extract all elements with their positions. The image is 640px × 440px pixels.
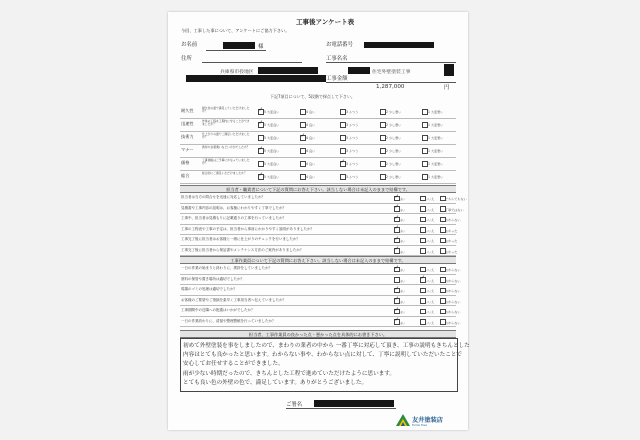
rating-checkbox[interactable]	[340, 135, 346, 141]
rating-checkbox[interactable]	[422, 135, 428, 141]
rating-checkbox[interactable]	[258, 135, 264, 141]
answer-label: はい	[399, 320, 406, 325]
signature-underline	[286, 408, 396, 409]
rating-option-label: 3 ふつう	[346, 149, 359, 153]
answer-label: わからない	[445, 218, 461, 222]
rating-option-label: 5 大変良い	[264, 162, 280, 166]
address-partial: 兵庫県市役地区	[220, 70, 254, 75]
rating-checkbox[interactable]	[422, 148, 428, 154]
rating-category-label: 迅速性	[181, 120, 194, 126]
answer-label: いいえ	[425, 218, 435, 222]
phone-label: お電話番号	[326, 42, 353, 48]
answer-label: はい	[399, 239, 406, 243]
answer-label: はい	[399, 310, 406, 314]
report-section-heading	[180, 185, 456, 193]
rating-instruction: 下記7項目について、5段階で採点して下さい。	[270, 94, 355, 99]
answer-label: なかった	[445, 239, 458, 243]
rating-option-label: 2 少し悪い	[386, 123, 402, 127]
rating-option-label: 2 少し悪い	[386, 149, 402, 153]
answer-label: いいえ	[425, 320, 435, 325]
amount-value: 1,287,000	[376, 84, 405, 90]
rating-category-desc: 工事価格はご予算にかなっていましたか？	[202, 158, 250, 166]
rating-category-desc: 耐久性の面で満足していただけましたか？	[202, 106, 250, 114]
rating-checkbox[interactable]	[258, 122, 264, 128]
rating-option-label: 1 大変悪い	[428, 123, 444, 127]
rating-option-label: 3 ふつう	[346, 175, 359, 179]
name-redaction	[223, 42, 255, 49]
phone-redaction	[364, 42, 434, 48]
rating-checkbox[interactable]	[300, 122, 306, 128]
rating-option-label: 3 ふつう	[346, 136, 359, 140]
rating-checkbox[interactable]	[300, 148, 306, 154]
work-name-underline	[326, 62, 456, 63]
rating-category-label: 価格	[181, 159, 190, 165]
rating-checkbox[interactable]	[340, 148, 346, 154]
rating-option-label: 5 大変良い	[264, 110, 280, 114]
rating-checkbox[interactable]	[300, 135, 306, 141]
answer-label: いいえ	[425, 197, 435, 201]
rating-option-label: 2 少し悪い	[386, 136, 402, 140]
answer-label: いいえ	[425, 289, 435, 293]
answer-label: なかった	[445, 228, 458, 233]
rating-checkbox[interactable]	[258, 148, 264, 154]
work-name-label: 工事名名	[326, 56, 348, 62]
question-row	[180, 285, 461, 296]
work-name-redaction	[348, 67, 370, 74]
company-logo-icon	[396, 414, 410, 426]
rating-checkbox[interactable]	[300, 161, 306, 167]
answer-label: いいえ	[425, 228, 435, 233]
rating-row	[180, 145, 456, 158]
rating-checkbox[interactable]	[422, 122, 428, 128]
answer-label: はい	[399, 289, 406, 293]
question-row	[180, 317, 461, 328]
rating-checkbox[interactable]	[258, 161, 264, 167]
rating-checkbox[interactable]	[422, 161, 428, 167]
answer-label: どちらでもない	[445, 197, 467, 201]
rating-row	[180, 119, 456, 132]
answer-label: いいえ	[425, 249, 435, 254]
name-suffix: 様	[258, 44, 264, 50]
comment-section-heading	[180, 330, 456, 338]
rating-checkbox[interactable]	[258, 174, 264, 180]
comment-line: 初めて外壁塗装を事をしましたので、まわりの業者の中から 一番丁寧に対応して頂き、工事の説明もきちんとした	[183, 343, 470, 349]
rating-checkbox[interactable]	[422, 174, 428, 180]
answer-label: わからない	[445, 268, 461, 272]
rating-option-label: 4 良い	[306, 110, 316, 114]
comment-line: 内容はとても良かったと思います。わからない事や、わからない点に対して、丁寧に説明していただいたことで	[183, 352, 463, 358]
rating-checkbox[interactable]	[300, 174, 306, 180]
work-name-redaction-2	[444, 64, 454, 76]
rating-option-label: 4 良い	[306, 149, 316, 153]
rating-option-label: 2 少し悪い	[386, 175, 402, 179]
answer-label: いいえ	[425, 239, 435, 243]
question-row	[180, 264, 461, 275]
rating-category-label: 耐久性	[181, 107, 194, 113]
rating-option-label: 5 大変良い	[264, 175, 280, 179]
company-name: 友井塗装店	[412, 417, 443, 424]
amount-label: 工事金額	[326, 76, 348, 82]
rating-option-label: 5 大変良い	[264, 136, 280, 140]
rating-checkbox[interactable]	[340, 161, 346, 167]
name-label: お名前	[181, 42, 198, 48]
rating-checkbox[interactable]	[380, 161, 386, 167]
answer-label: わからない	[445, 310, 461, 314]
question-row	[180, 225, 456, 236]
survey-title: 工事後アンケート表	[296, 18, 355, 26]
report-heading-text: 担当者・職責者について下記の質問にお答え下さい。該当しない場合は未記入のままで結構です。	[226, 186, 410, 192]
rating-option-label: 4 良い	[306, 175, 316, 179]
question-label: 工事期間中の近隣への配慮はいかがでしたか？	[181, 308, 255, 312]
question-label: お客様のご要望やご指摘を素早く工事担当者へ伝えていましたか？	[181, 297, 286, 302]
comment-heading-text: 担当者、工事作業員の良かった点・悪かった点を具体的にお書き下さい。	[248, 331, 388, 337]
rating-option-label: 3 ふつう	[346, 123, 359, 127]
answer-label: はい	[399, 299, 406, 304]
rating-category-desc: 仕上がりの面でご満足いただけましたか？	[202, 132, 250, 140]
rating-option-label: 5 大変良い	[264, 149, 280, 153]
question-row	[180, 306, 461, 317]
company-sub: Tomoi Toso	[412, 423, 428, 427]
rating-checkbox[interactable]	[340, 122, 346, 128]
address-redaction-2	[186, 75, 326, 82]
rating-checkbox[interactable]	[258, 109, 264, 115]
rating-option-label: 3 ふつう	[346, 162, 359, 166]
rating-category-label: 総合	[181, 172, 190, 178]
answer-label: わからない	[445, 289, 461, 293]
question-label: 工事完了後に担当者から保証書やメンテナンス方法のご案内がありましたか？	[181, 247, 304, 252]
comment-box[interactable]	[180, 338, 470, 392]
comment-line: とても良い色の外壁の色で、満足しています。ありがとうございました。	[183, 380, 368, 386]
rating-category-label: 技術力	[181, 133, 194, 139]
rating-checkbox[interactable]	[380, 135, 386, 141]
rating-checkbox[interactable]	[380, 109, 386, 115]
address-label: 住所	[181, 56, 192, 62]
rating-category-label: マナー	[181, 146, 194, 152]
rating-checkbox[interactable]	[300, 109, 306, 115]
rating-category-desc: 挨拶や言葉遣いなどいかがでしたか？	[202, 145, 250, 149]
answer-label: はい	[399, 228, 406, 233]
rating-option-label: 4 良い	[306, 136, 316, 140]
name-underline	[206, 50, 266, 51]
rating-row	[180, 171, 456, 184]
amount-unit: 円	[444, 85, 450, 91]
answer-label: いいえ	[425, 207, 435, 212]
answer-label: わからない	[445, 278, 461, 283]
answer-label: 丁寧ではない	[445, 207, 464, 212]
question-label: 塗料の保管や置き場所は適切でしたか？	[181, 276, 244, 281]
question-row	[180, 235, 456, 246]
answer-label: はい	[399, 249, 406, 254]
question-row	[180, 246, 456, 257]
answer-label: わからない	[445, 320, 461, 325]
rating-option-label: 5 大変良い	[264, 123, 280, 127]
question-label: 工事の工程表や工事の予定は、担当者から事前にわかりやすく説明がありましたか？	[181, 226, 314, 231]
question-row	[180, 204, 464, 215]
question-label: 担当者は当方の問合せを迅速に対応していましたか？	[181, 195, 265, 199]
rating-option-label: 1 大変悪い	[428, 136, 444, 140]
answer-label: はい	[399, 278, 406, 283]
worker-section-heading	[180, 256, 456, 264]
amount-underline	[326, 82, 456, 83]
answer-label: いいえ	[425, 310, 435, 314]
rating-option-label: 2 少し悪い	[386, 110, 402, 114]
rating-row	[180, 158, 456, 171]
question-label: 現場のゴミの処理は適切でしたか？	[181, 287, 237, 291]
address-underline	[202, 62, 302, 63]
rating-checkbox[interactable]	[340, 174, 346, 180]
answer-label: はい	[399, 268, 406, 272]
rating-checkbox[interactable]	[422, 109, 428, 115]
rating-option-label: 1 大変悪い	[428, 110, 444, 114]
survey-sheet	[168, 12, 468, 430]
rating-option-label: 2 少し悪い	[386, 162, 402, 166]
rating-checkbox[interactable]	[380, 122, 386, 128]
worker-heading-text: 工事作業員について下記の質問にお答え下さい。該当しない場合は未記入のままで結構です。	[230, 257, 406, 263]
rating-option-label: 1 大変悪い	[428, 175, 444, 179]
question-row	[180, 296, 461, 307]
answer-label: はい	[399, 207, 406, 212]
address-redaction	[258, 67, 318, 74]
rating-category-desc: 作業の工程を工期内に守ることができましたか？	[202, 119, 250, 127]
comment-line: 安心してお任せすることができました。	[183, 361, 284, 367]
question-label: 見積書や工事内容の説明は、お客様にわかりやすく丁寧でしたか？	[181, 205, 286, 210]
survey-intro: 今回、工事した事について、アンケートにご協力下さい。	[181, 28, 290, 33]
rating-option-label: 4 良い	[306, 162, 316, 166]
answer-label: いいえ	[425, 278, 435, 283]
answer-label: わからない	[445, 299, 461, 304]
rating-option-label: 1 大変悪い	[428, 162, 444, 166]
rating-option-label: 3 ふつう	[346, 110, 359, 114]
rating-option-label: 4 良い	[306, 123, 316, 127]
comment-line: 雨が少ない時期だったので、きちんとした工程で進めていただけたように思います。	[183, 371, 396, 377]
rating-checkbox[interactable]	[380, 174, 386, 180]
signature-label: ご署名	[286, 402, 303, 408]
rating-row	[180, 132, 456, 145]
question-row	[180, 275, 461, 286]
rating-checkbox[interactable]	[340, 109, 346, 115]
answer-label: いいえ	[425, 268, 435, 272]
answer-label: いいえ	[425, 299, 435, 304]
rating-checkbox[interactable]	[380, 148, 386, 154]
signature-redaction	[314, 400, 394, 407]
answer-label: はい	[399, 197, 406, 201]
question-label: 工事完了後に担当者はお客様と一緒に仕上がりのチェックを行いましたか？	[181, 237, 300, 241]
work-name-value: 住宅外壁塗装工事	[372, 70, 411, 75]
rating-row	[180, 106, 456, 119]
answer-label: なかった	[445, 249, 458, 254]
rating-category-desc: 総合的にご満足いただけましたか？	[202, 171, 247, 175]
question-row	[180, 193, 467, 204]
question-label: 一日の作業終わりに、清掃や整理整頓を行っていましたか？	[181, 318, 276, 323]
rating-option-label: 1 大変悪い	[428, 149, 444, 153]
question-label: 一日の作業の始まりと終わりに、挨拶をしていましたか？	[181, 266, 272, 270]
answer-label: はい	[399, 218, 406, 222]
question-row	[180, 214, 461, 225]
question-label: 工事中、担当者は見積もりに記載通りの工事を行っていましたか？	[181, 216, 286, 220]
